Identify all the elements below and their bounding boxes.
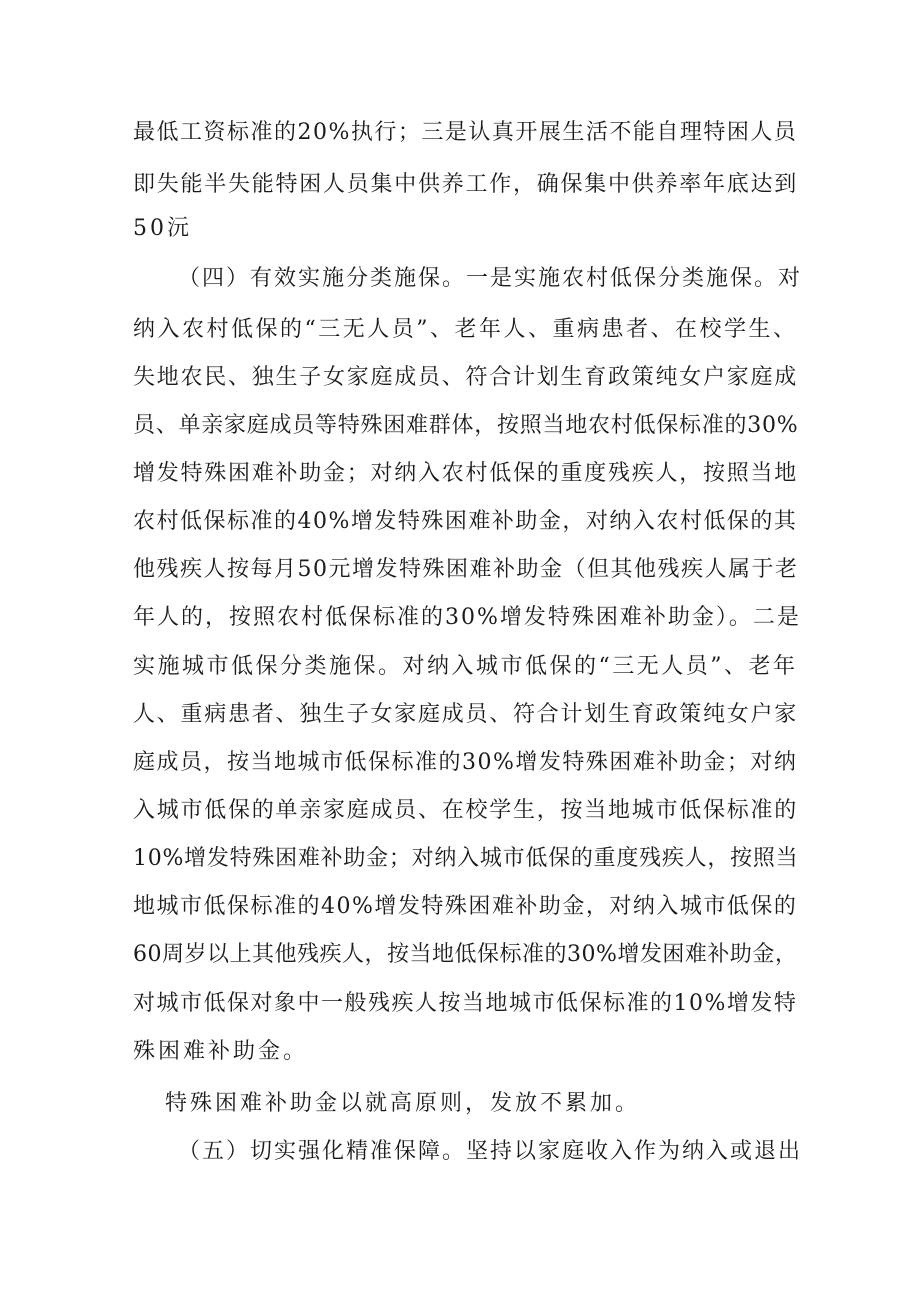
text-line: 人、重病患者、独生子女家庭成员、符合计划生育政策纯女户家 — [133, 702, 799, 727]
paragraph-heading: （五）切实强化精准保障。坚持以家庭收入作为纳入或退出 — [178, 1139, 803, 1164]
text-line: 地城市低保标准的40%增发特殊困难补助金，对纳入城市低保的 — [133, 894, 798, 919]
text-line: 即失能半失能特困人员集中供养工作，确保集中供养率年底达到 — [133, 172, 799, 197]
text-line: 员、单亲家庭成员等特殊困难群体，按照当地农村低保标准的30% — [133, 413, 799, 438]
text-line: 10%增发特殊困难补助金；对纳入城市低保的重度残疾人，按照当 — [133, 846, 799, 871]
text-line: 他残疾人按每月50元增发特殊困难补助金（但其他残疾人属于老 — [133, 557, 799, 582]
text-line: 对城市低保对象中一般残疾人按当地城市低保标准的10%增发特 — [133, 991, 798, 1016]
text-line: 50沅 — [133, 216, 192, 241]
text-line: 失地农民、独生子女家庭成员、符合计划生育政策纯女户家庭成 — [133, 365, 799, 390]
text-line: 入城市低保的单亲家庭成员、在校学生，按当地城市低保标准的 — [133, 798, 799, 823]
text-line: 实施城市低保分类施保。对纳入城市低保的“三无人员”、老年 — [133, 654, 798, 679]
paragraph-heading: （四）有效实施分类施保。一是实施农村低保分类施保。对 — [178, 266, 803, 291]
text-line: 纳入农村低保的“三无人员”、老年人、重病患者、在校学生、 — [133, 317, 798, 342]
text-line: 增发特殊困难补助金；对纳入农村低保的重度残疾人，按照当地 — [133, 461, 799, 486]
text-line: 庭成员，按当地城市低保标准的30%增发特殊困难补助金；对纳 — [133, 750, 798, 775]
text-line: 60周岁以上其他残疾人，按当地低保标准的30%增发困难补助金， — [133, 942, 798, 967]
text-line: 年人的，按照农村低保标准的30%增发特殊困难补助金）。二是 — [133, 605, 801, 630]
text-line: 最低工资标准的20%执行；三是认真开展生活不能自理特困人员 — [133, 120, 798, 145]
text-line: 农村低保标准的40%增发特殊困难补助金，对纳入农村低保的其 — [133, 509, 798, 534]
paragraph-text: 特殊困难补助金以就高原则，发放不累加。 — [165, 1091, 641, 1116]
text-line: 殊困难补助金。 — [133, 1039, 309, 1064]
